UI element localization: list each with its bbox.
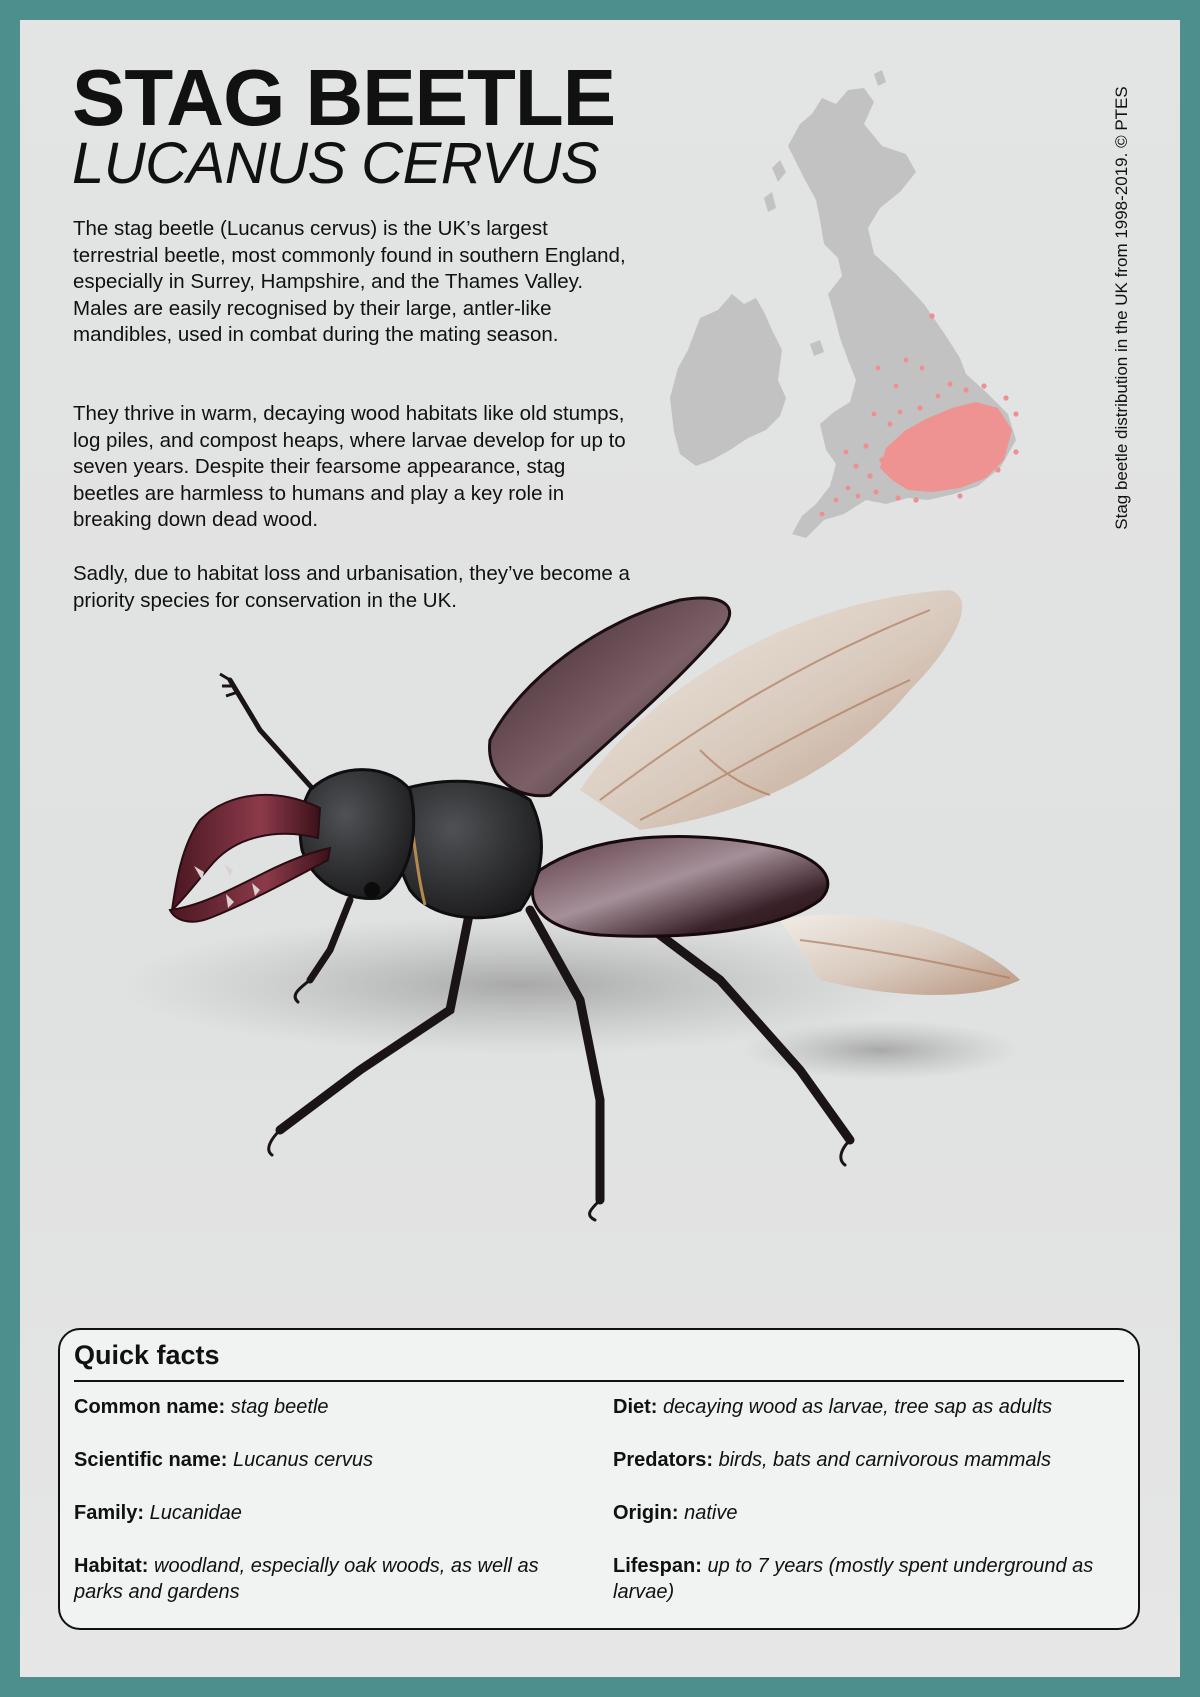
fact-value: stag beetle bbox=[230, 1396, 329, 1418]
fact-value: Lucanus cervus bbox=[232, 1449, 374, 1471]
page-subtitle: LUCANUS CERVUS bbox=[72, 131, 599, 196]
divider bbox=[74, 1380, 1124, 1382]
fact-value: Lucanidae bbox=[149, 1502, 242, 1524]
fact-label: Habitat: bbox=[74, 1555, 149, 1577]
ireland-landmass bbox=[670, 294, 786, 466]
fact-label: Lifespan: bbox=[613, 1555, 702, 1577]
uk-distribution-map bbox=[660, 68, 1090, 588]
intro-paragraph: Sadly, due to habitat loss and urbanisation, they’ve become a priority species for conservation in the UK. bbox=[73, 562, 630, 612]
fact-diet bbox=[613, 1394, 1123, 1420]
fact-lifespan bbox=[613, 1553, 1123, 1605]
eye bbox=[364, 882, 380, 898]
fact-label: Diet: bbox=[613, 1396, 658, 1418]
island bbox=[772, 160, 786, 182]
stag-beetle-illustration bbox=[80, 580, 1140, 1320]
page-title: STAG BEETLE bbox=[72, 53, 616, 142]
fact-origin bbox=[613, 1500, 1123, 1526]
island bbox=[874, 70, 886, 86]
poster bbox=[20, 20, 1180, 1677]
fact-label: Scientific name: bbox=[74, 1449, 228, 1471]
fact-value: native bbox=[684, 1502, 738, 1524]
fact-predators bbox=[613, 1447, 1123, 1473]
intro-paragraph: The stag beetle (Lucanus cervus) is the UK’s largest terrestrial beetle, most commonly found in southern England, especially in Surrey, Hampshire, and the Thames Valley. Males are easily recognised by their large, antler-like mandibles, used in combat during the mating season. bbox=[73, 217, 626, 346]
fact-label: Family: bbox=[74, 1502, 145, 1524]
fact-habitat bbox=[74, 1553, 574, 1605]
fact-family bbox=[74, 1500, 574, 1526]
intro-paragraph: They thrive in warm, decaying wood habitats like old stumps, log piles, and compost heaps, where larvae develop for up to seven years. Despite their fearsome appearance, stag beetles are harmless to humans and play a key role in breaking down dead wood. bbox=[73, 402, 626, 531]
fact-value: birds, bats and carnivorous mammals bbox=[718, 1449, 1051, 1471]
fact-value: up to 7 years (mostly spent underground as larvae) bbox=[613, 1555, 1094, 1603]
fact-value: woodland, especially oak woods, as well as parks and gardens bbox=[74, 1555, 539, 1603]
quick-facts-heading: Quick facts bbox=[74, 1340, 220, 1370]
island bbox=[810, 340, 824, 356]
fact-scientific-name bbox=[74, 1447, 574, 1473]
fact-label: Predators: bbox=[613, 1449, 714, 1471]
fact-value: decaying wood as larvae, tree sap as adults bbox=[663, 1396, 1053, 1418]
fact-label: Common name: bbox=[74, 1396, 226, 1418]
quick-facts-panel bbox=[58, 1328, 1140, 1630]
fact-common-name bbox=[74, 1394, 574, 1420]
island bbox=[764, 192, 776, 212]
map-caption: Stag beetle distribution in the UK from 1998-2019. © PTES bbox=[1112, 86, 1131, 530]
fact-label: Origin: bbox=[613, 1502, 679, 1524]
